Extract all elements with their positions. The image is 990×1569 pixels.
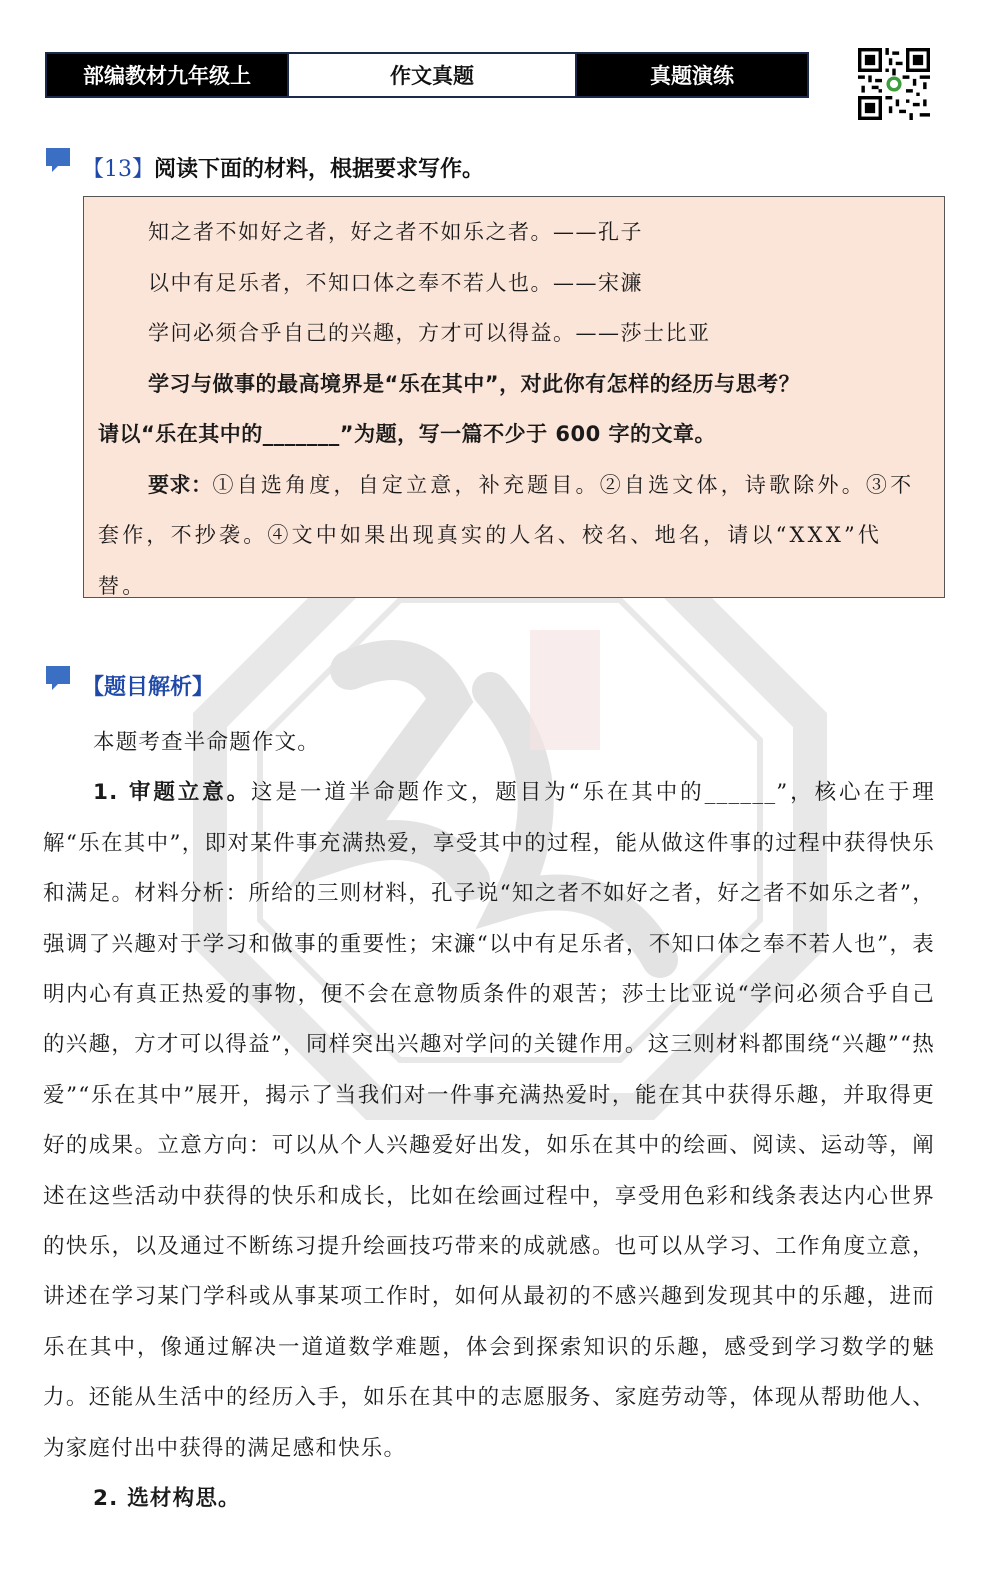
question-heading bbox=[82, 152, 484, 183]
header-section-label: 作文真题 bbox=[287, 54, 577, 96]
point-1-text: 这是一道半命题作文，题目为“乐在其中的______”，核心在于理解“乐在其中”，即对某件事充满热爱，享受其中的过程，能从做这件事的过程中获得快乐和满足。材料分析：所给的三则材料，孔子说“知之者不如好之者，好之者不如乐之者”，强调了兴趣对于学习和做事的重要性；宋濂“以中有足乐者，不知口体之奉不若人也”，表明内心有真正热爱的事物，便不会在意物质条件的艰苦；莎士比亚说“学问必须合乎自己的兴趣，方才可以得益”，同样突出兴趣对学问的关键作用。这三则材料都围绕“兴趣”“热爱”“乐在其中”展开，揭示了当我们对一件事充满热爱时，能在其中获得乐趣，并取得更好的成果。立意方向：可以从个人兴趣爱好出发，如乐在其中的绘画、阅读、运动等，阐述在这些活动中获得的快乐和成长，比如在绘画过程中，享受用色彩和线条表达内心世界的快乐，以及通过不断练习提升绘画技巧带来的成就感。也可以从学习、工作角度立意，讲述在学习某门学科或从事某项工作时，如何从最初的不感兴趣到发现其中的乐趣，进而乐在其中，像通过解决一道道数学难题，体会到探索知识的乐趣，感受到学习数学的魅力。还能从生活中的经历入手，如乐在其中的志愿服务、家庭劳动等，体现从帮助他人、为家庭付出中获得的满足感和快乐。 bbox=[43, 780, 935, 1461]
question-title: 阅读下面的材料，根据要求写作。 bbox=[154, 157, 485, 182]
requirements-paragraph bbox=[98, 460, 930, 612]
header-textbook-label: 部编教材九年级上 bbox=[47, 54, 287, 96]
analysis-body bbox=[43, 718, 935, 1525]
header-bar bbox=[45, 52, 809, 98]
quote-shakespeare: 学问必须合乎自己的兴趣，方才可以得益。——莎士比亚 bbox=[148, 321, 711, 345]
prompt-line-2: 请以“乐在其中的_______”为题，写一篇不少于 600 字的文章。 bbox=[98, 422, 717, 446]
point-2-label: 2. 选材构思。 bbox=[93, 1486, 241, 1512]
requirements-text: ①自选角度，自定立意，补充题目。②自选文体，诗歌除外。③不套作，不抄袭。④文中如果出现真实的人名、校名、地名，请以“XXX”代替。 bbox=[98, 472, 915, 598]
quote-confucius: 知之者不如好之者，好之者不如乐之者。——孔子 bbox=[148, 220, 643, 244]
prompt-line-1: 学习与做事的最高境界是“乐在其中”，对此你有怎样的经历与思考？ bbox=[148, 371, 801, 396]
analysis-point-1 bbox=[43, 768, 935, 1474]
bookmark-flag-icon bbox=[44, 146, 72, 174]
header-category-label: 真题演练 bbox=[577, 54, 807, 96]
qr-code-icon[interactable] bbox=[858, 48, 930, 120]
material-box bbox=[83, 196, 945, 598]
requirements-label: 要求： bbox=[148, 472, 213, 497]
point-1-label: 1. 审题立意。 bbox=[93, 780, 252, 806]
bookmark-flag-icon bbox=[44, 664, 72, 692]
analysis-intro: 本题考查半命题作文。 bbox=[93, 730, 321, 755]
analysis-point-2 bbox=[43, 1474, 935, 1524]
analysis-heading: 【题目解析】 bbox=[82, 675, 215, 700]
quote-song-lian: 以中有足乐者，不知口体之奉不若人也。——宋濂 bbox=[148, 270, 643, 295]
question-number: 【13】 bbox=[82, 157, 154, 182]
